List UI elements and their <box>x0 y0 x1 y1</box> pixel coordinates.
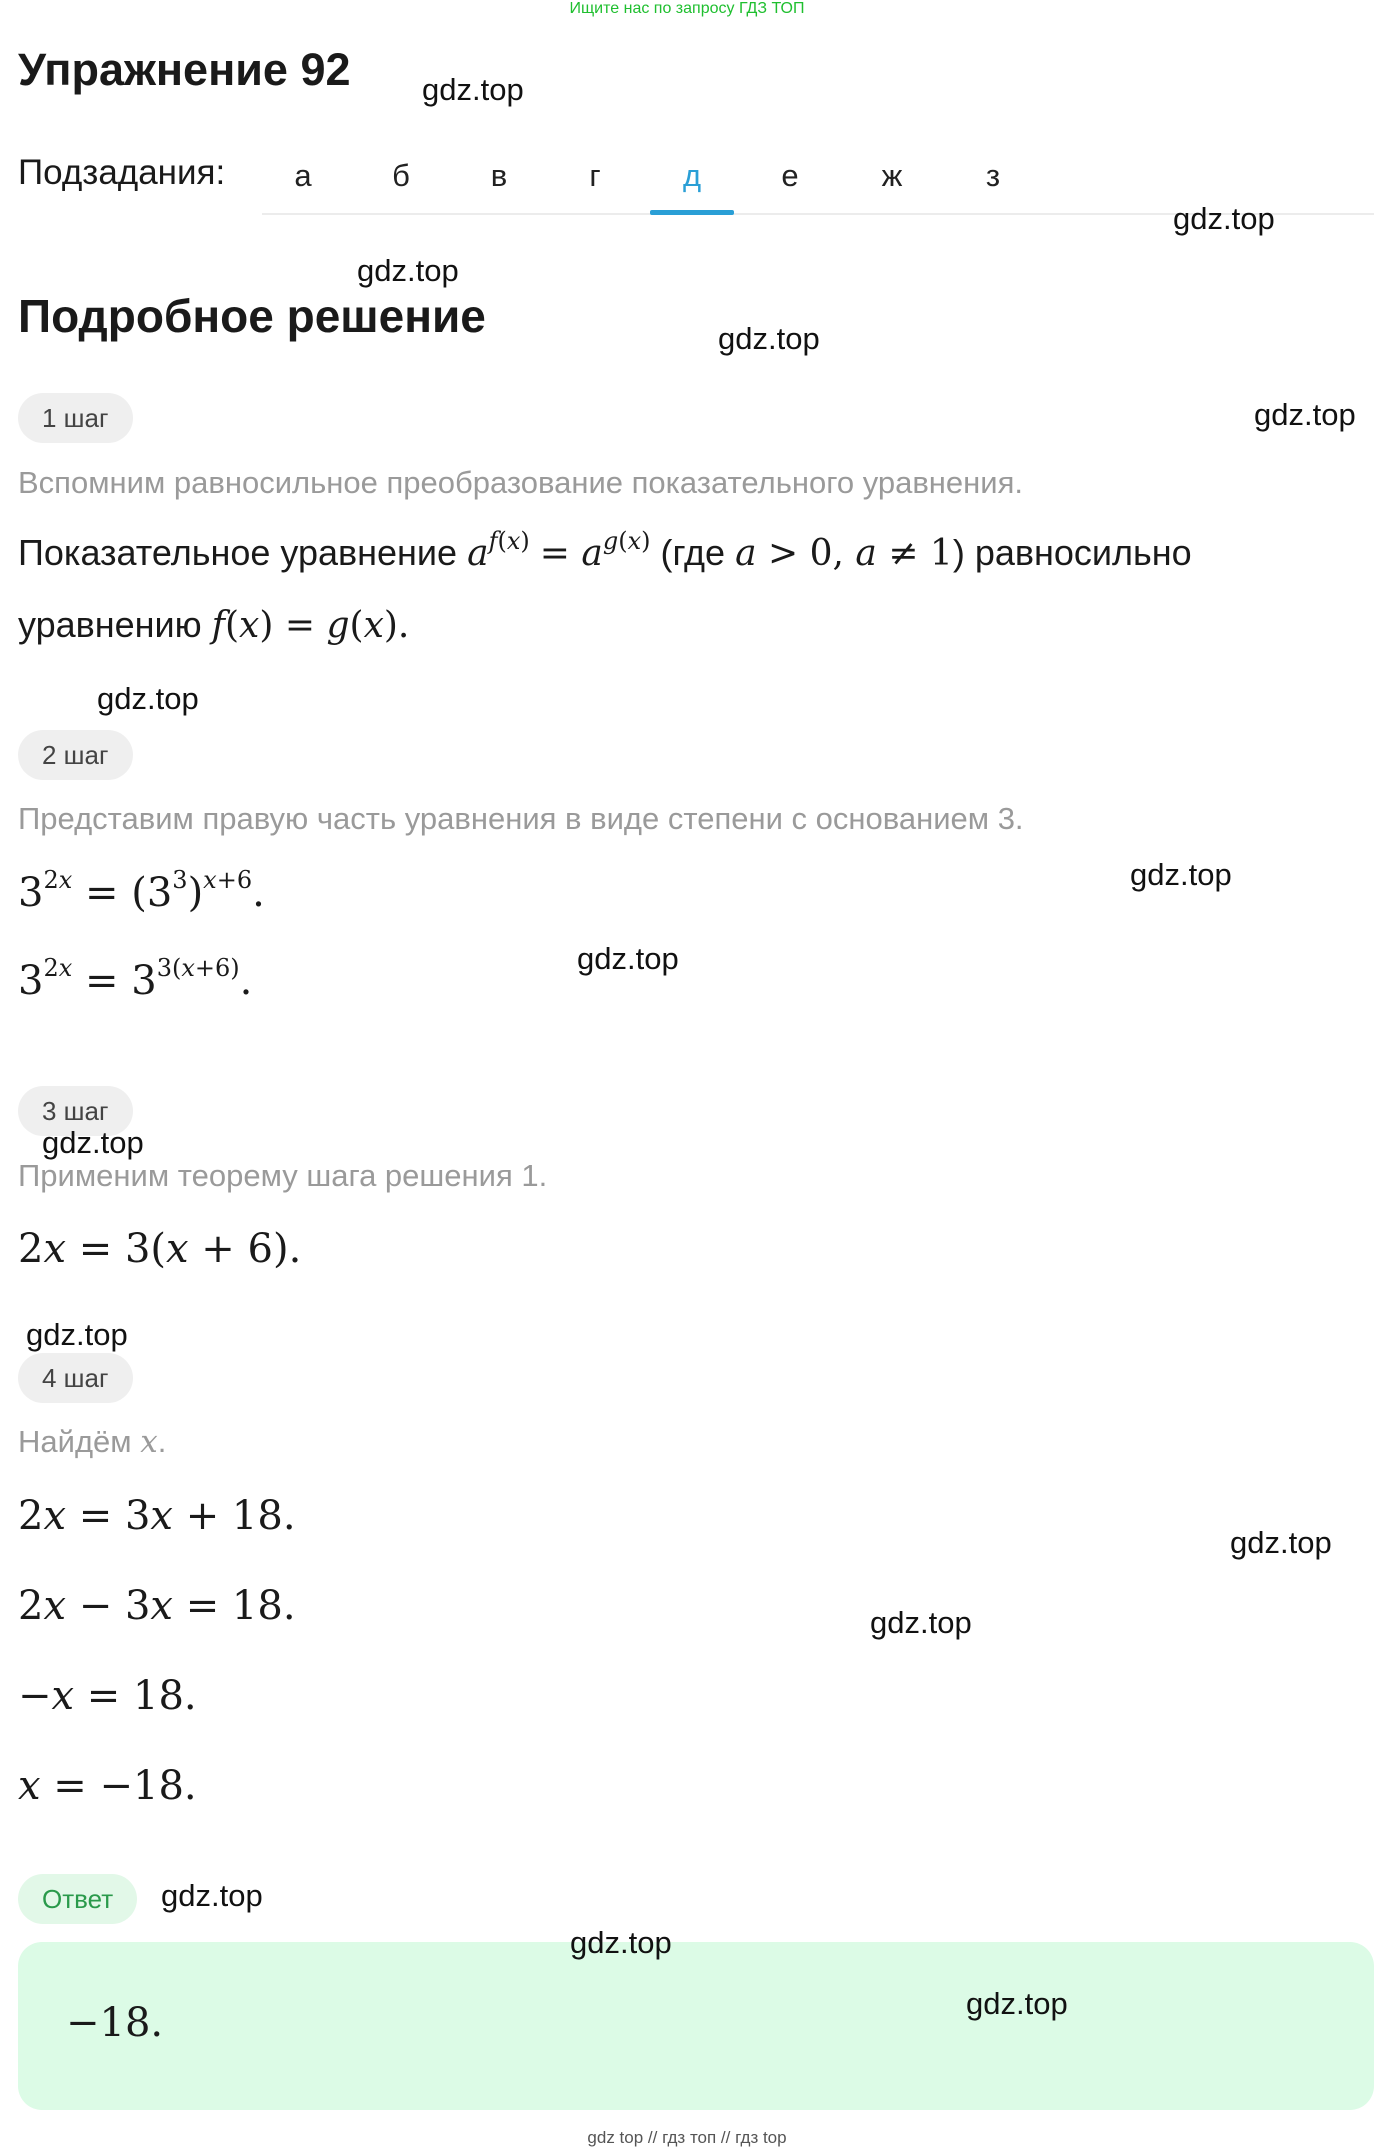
step-4-badge: 4 шаг <box>18 1353 133 1403</box>
tab-v[interactable]: в <box>490 158 508 193</box>
step-1-description: Вспомним равносильное преобразование показательного уравнения. <box>18 465 1023 500</box>
answer-value: −18. <box>66 2000 164 2046</box>
watermark: gdz.top <box>1230 1525 1332 1560</box>
tab-a[interactable]: а <box>294 158 312 193</box>
tab-g[interactable]: г <box>589 158 601 193</box>
watermark: gdz.top <box>1130 857 1232 892</box>
step-1-badge: 1 шаг <box>18 393 133 443</box>
step-2-equation-1: $3^{2x} = (3^3)^{x+6}$. <box>18 866 265 916</box>
subtasks-label: Подзадания: <box>18 153 226 192</box>
tab-b[interactable]: б <box>392 158 410 193</box>
answer-box <box>18 1942 1374 2110</box>
watermark: gdz.top <box>570 1925 672 1960</box>
step-4-equation-2: 2x − 3x = 18. <box>18 1583 296 1629</box>
tab-zh[interactable]: ж <box>881 158 903 193</box>
watermark: gdz.top <box>422 72 524 107</box>
watermark: gdz.top <box>357 253 459 288</box>
step-2-badge: 2 шаг <box>18 730 133 780</box>
step-4-equation-1: 2x = 3x + 18. <box>18 1493 296 1539</box>
step-1-rule-line-1: Показательное уравнение $a^{f(x)} = a^{g(x)}$ (где a > 0, a ≠ 1) равносильно <box>18 527 1192 574</box>
watermark: gdz.top <box>870 1605 972 1640</box>
top-banner: Ищите нас по запросу ГДЗ ТОП <box>569 0 805 17</box>
watermark: gdz.top <box>1254 397 1356 432</box>
watermark: gdz.top <box>718 321 820 356</box>
step-3-badge: 3 шаг <box>18 1086 133 1136</box>
step-3-equation: 2x = 3(x + 6). <box>18 1226 302 1272</box>
step-4-equation-4: x = −18. <box>18 1763 197 1809</box>
section-title: Подробное решение <box>18 290 486 342</box>
watermark: gdz.top <box>1173 201 1275 236</box>
footer-links: gdz top // гдз топ // гдз top <box>587 2128 787 2147</box>
tab-z[interactable]: з <box>985 158 1001 193</box>
page-title: Упражнение 92 <box>18 44 351 95</box>
step-2-description: Представим правую часть уравнения в виде степени с основанием 3. <box>18 801 1024 836</box>
active-tab-indicator <box>650 210 734 215</box>
step-3-description: Применим теорему шага решения 1. <box>18 1158 548 1193</box>
watermark: gdz.top <box>97 681 199 716</box>
watermark: gdz.top <box>161 1878 263 1913</box>
answer-badge: Ответ <box>18 1874 137 1924</box>
step-4-equation-3: −x = 18. <box>18 1673 197 1719</box>
step-2-equation-2: $3^{2x} = 3^{3(x+6)}$. <box>18 954 253 1004</box>
watermark: gdz.top <box>26 1317 128 1352</box>
step-4-description: Найдём x. <box>18 1424 167 1460</box>
tab-d[interactable]: д <box>682 158 702 193</box>
watermark: gdz.top <box>577 941 679 976</box>
watermark: gdz.top <box>42 1125 144 1160</box>
tab-e[interactable]: е <box>781 158 799 193</box>
step-1-rule-line-2: уравнению f(x) = g(x). <box>18 604 410 646</box>
watermark: gdz.top <box>966 1986 1068 2021</box>
